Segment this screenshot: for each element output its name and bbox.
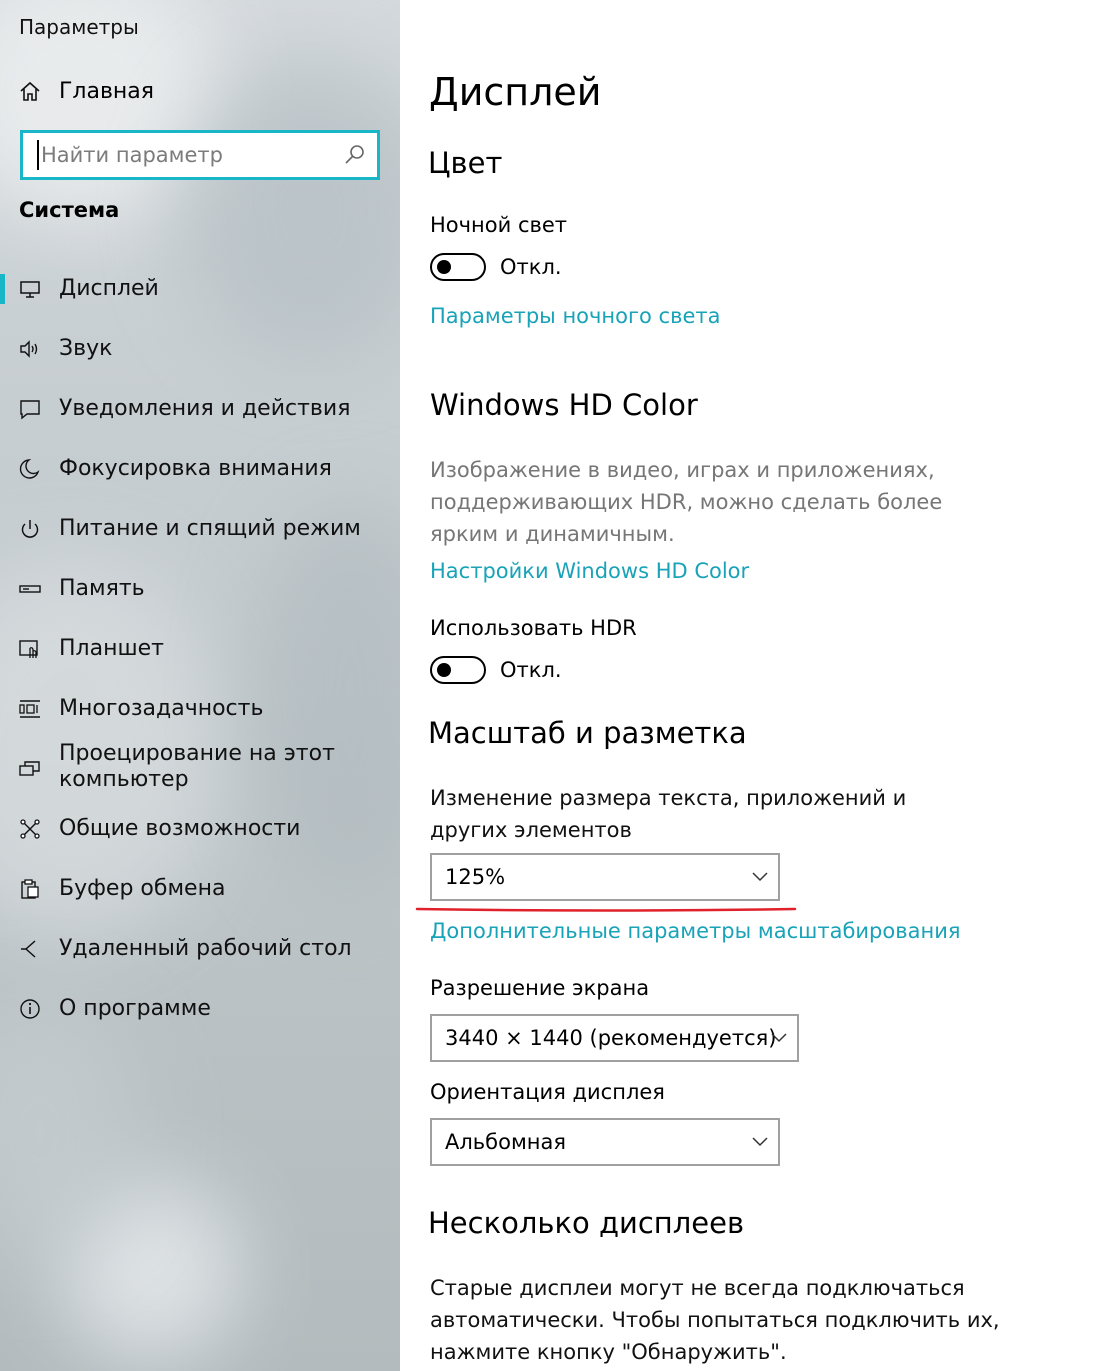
sidebar-item-label: Планшет: [59, 636, 164, 661]
night-light-state: Откл.: [500, 255, 562, 279]
remote-desktop-icon: [19, 938, 41, 960]
orientation-dropdown-value: Альбомная: [445, 1130, 567, 1154]
sidebar-item-clipboard[interactable]: [0, 874, 400, 904]
scale-size-label: Изменение размера текста, приложений и других элементов: [430, 786, 907, 842]
sidebar-item-storage[interactable]: [0, 574, 400, 604]
projecting-icon: [19, 758, 41, 780]
storage-icon: [19, 578, 41, 600]
home-icon: [19, 80, 41, 102]
sidebar-item-label: Фокусировка внимания: [59, 456, 332, 481]
sidebar-item-remote-desktop[interactable]: [0, 934, 400, 964]
info-icon: [19, 998, 41, 1020]
search-icon[interactable]: [343, 143, 367, 167]
scale-heading: Масштаб и разметка: [428, 716, 747, 750]
speaker-icon: [19, 338, 41, 360]
sidebar-item-multitasking[interactable]: [0, 694, 400, 724]
orientation-dropdown[interactable]: [430, 1118, 780, 1166]
sidebar-item-shared-experiences[interactable]: [0, 814, 400, 844]
active-indicator: [0, 274, 5, 304]
multi-display-description: Старые дисплеи могут не всегда подключаться автоматически. Чтобы попытаться подключить их, нажмите кнопку "Обнаружить".: [430, 1276, 1000, 1364]
sidebar-item-label: Уведомления и действия: [59, 396, 351, 421]
toggle-knob: [437, 663, 451, 677]
sidebar-item-label: Удаленный рабочий стол: [59, 936, 352, 961]
sidebar-item-sound[interactable]: [0, 334, 400, 364]
sidebar-item-display[interactable]: [0, 274, 400, 304]
sidebar-item-label: Память: [59, 576, 145, 601]
night-light-settings-link[interactable]: Параметры ночного света: [430, 304, 721, 328]
red-underline-annotation: [415, 904, 797, 914]
sidebar-item-tablet[interactable]: [0, 634, 400, 664]
orientation-label: Ориентация дисплея: [430, 1080, 665, 1104]
color-heading: Цвет: [428, 146, 503, 180]
use-hdr-state: Откл.: [500, 658, 562, 682]
chevron-down-icon: [752, 872, 768, 882]
resolution-label: Разрешение экрана: [430, 976, 650, 1000]
scale-dropdown-value: 125%: [445, 865, 506, 889]
moon-icon: [19, 458, 41, 480]
sidebar-item-power[interactable]: [0, 514, 400, 544]
advanced-scaling-link[interactable]: Дополнительные параметры масштабирования: [430, 919, 961, 943]
sidebar: [0, 0, 400, 1371]
notification-icon: [19, 398, 41, 420]
hdr-description: Изображение в видео, играх и приложениях, поддерживающих HDR, можно сделать более ярким и динамичным.: [430, 458, 943, 546]
main-content: [400, 0, 1115, 1371]
use-hdr-toggle[interactable]: [430, 656, 486, 684]
shared-experiences-icon: [19, 818, 41, 840]
sidebar-home-label: Главная: [59, 78, 155, 104]
sidebar-item-label: Многозадачность: [59, 696, 264, 721]
sidebar-item-label: Проецирование на этот компьютер: [59, 741, 335, 792]
multi-display-heading: Несколько дисплеев: [428, 1206, 745, 1240]
sidebar-item-about[interactable]: [0, 994, 400, 1024]
sidebar-item-projecting[interactable]: [0, 741, 400, 797]
sidebar-section-label: Система: [19, 198, 120, 222]
chevron-down-icon: [771, 1033, 787, 1043]
sidebar-item-label: О программе: [59, 996, 211, 1021]
sidebar-item-focus-assist[interactable]: [0, 454, 400, 484]
toggle-knob: [437, 260, 451, 274]
sidebar-item-label: Буфер обмена: [59, 876, 226, 901]
scale-dropdown[interactable]: [430, 853, 780, 901]
monitor-icon: [19, 278, 41, 300]
chevron-down-icon: [752, 1137, 768, 1147]
search-input[interactable]: [37, 140, 343, 170]
sidebar-item-label: Звук: [59, 336, 113, 361]
resolution-dropdown-value: 3440 × 1440 (рекомендуется): [445, 1026, 777, 1050]
use-hdr-label: Использовать HDR: [430, 616, 637, 640]
clipboard-icon: [19, 878, 41, 900]
tablet-icon: [19, 638, 41, 660]
sidebar-home[interactable]: [19, 76, 154, 106]
sidebar-item-label: Общие возможности: [59, 816, 301, 841]
hdr-settings-link[interactable]: Настройки Windows HD Color: [430, 559, 750, 583]
night-light-label: Ночной свет: [430, 213, 568, 237]
page-title: Дисплей: [429, 70, 602, 114]
search-box[interactable]: [20, 130, 380, 180]
app-title: Параметры: [19, 15, 139, 39]
resolution-dropdown[interactable]: [430, 1014, 799, 1062]
night-light-toggle[interactable]: [430, 253, 486, 281]
sidebar-item-label: Дисплей: [59, 276, 159, 301]
sidebar-item-label: Питание и спящий режим: [59, 516, 361, 541]
sidebar-item-notifications[interactable]: [0, 394, 400, 424]
power-icon: [19, 518, 41, 540]
hdr-heading: Windows HD Color: [430, 388, 698, 422]
multitasking-icon: [19, 698, 41, 720]
